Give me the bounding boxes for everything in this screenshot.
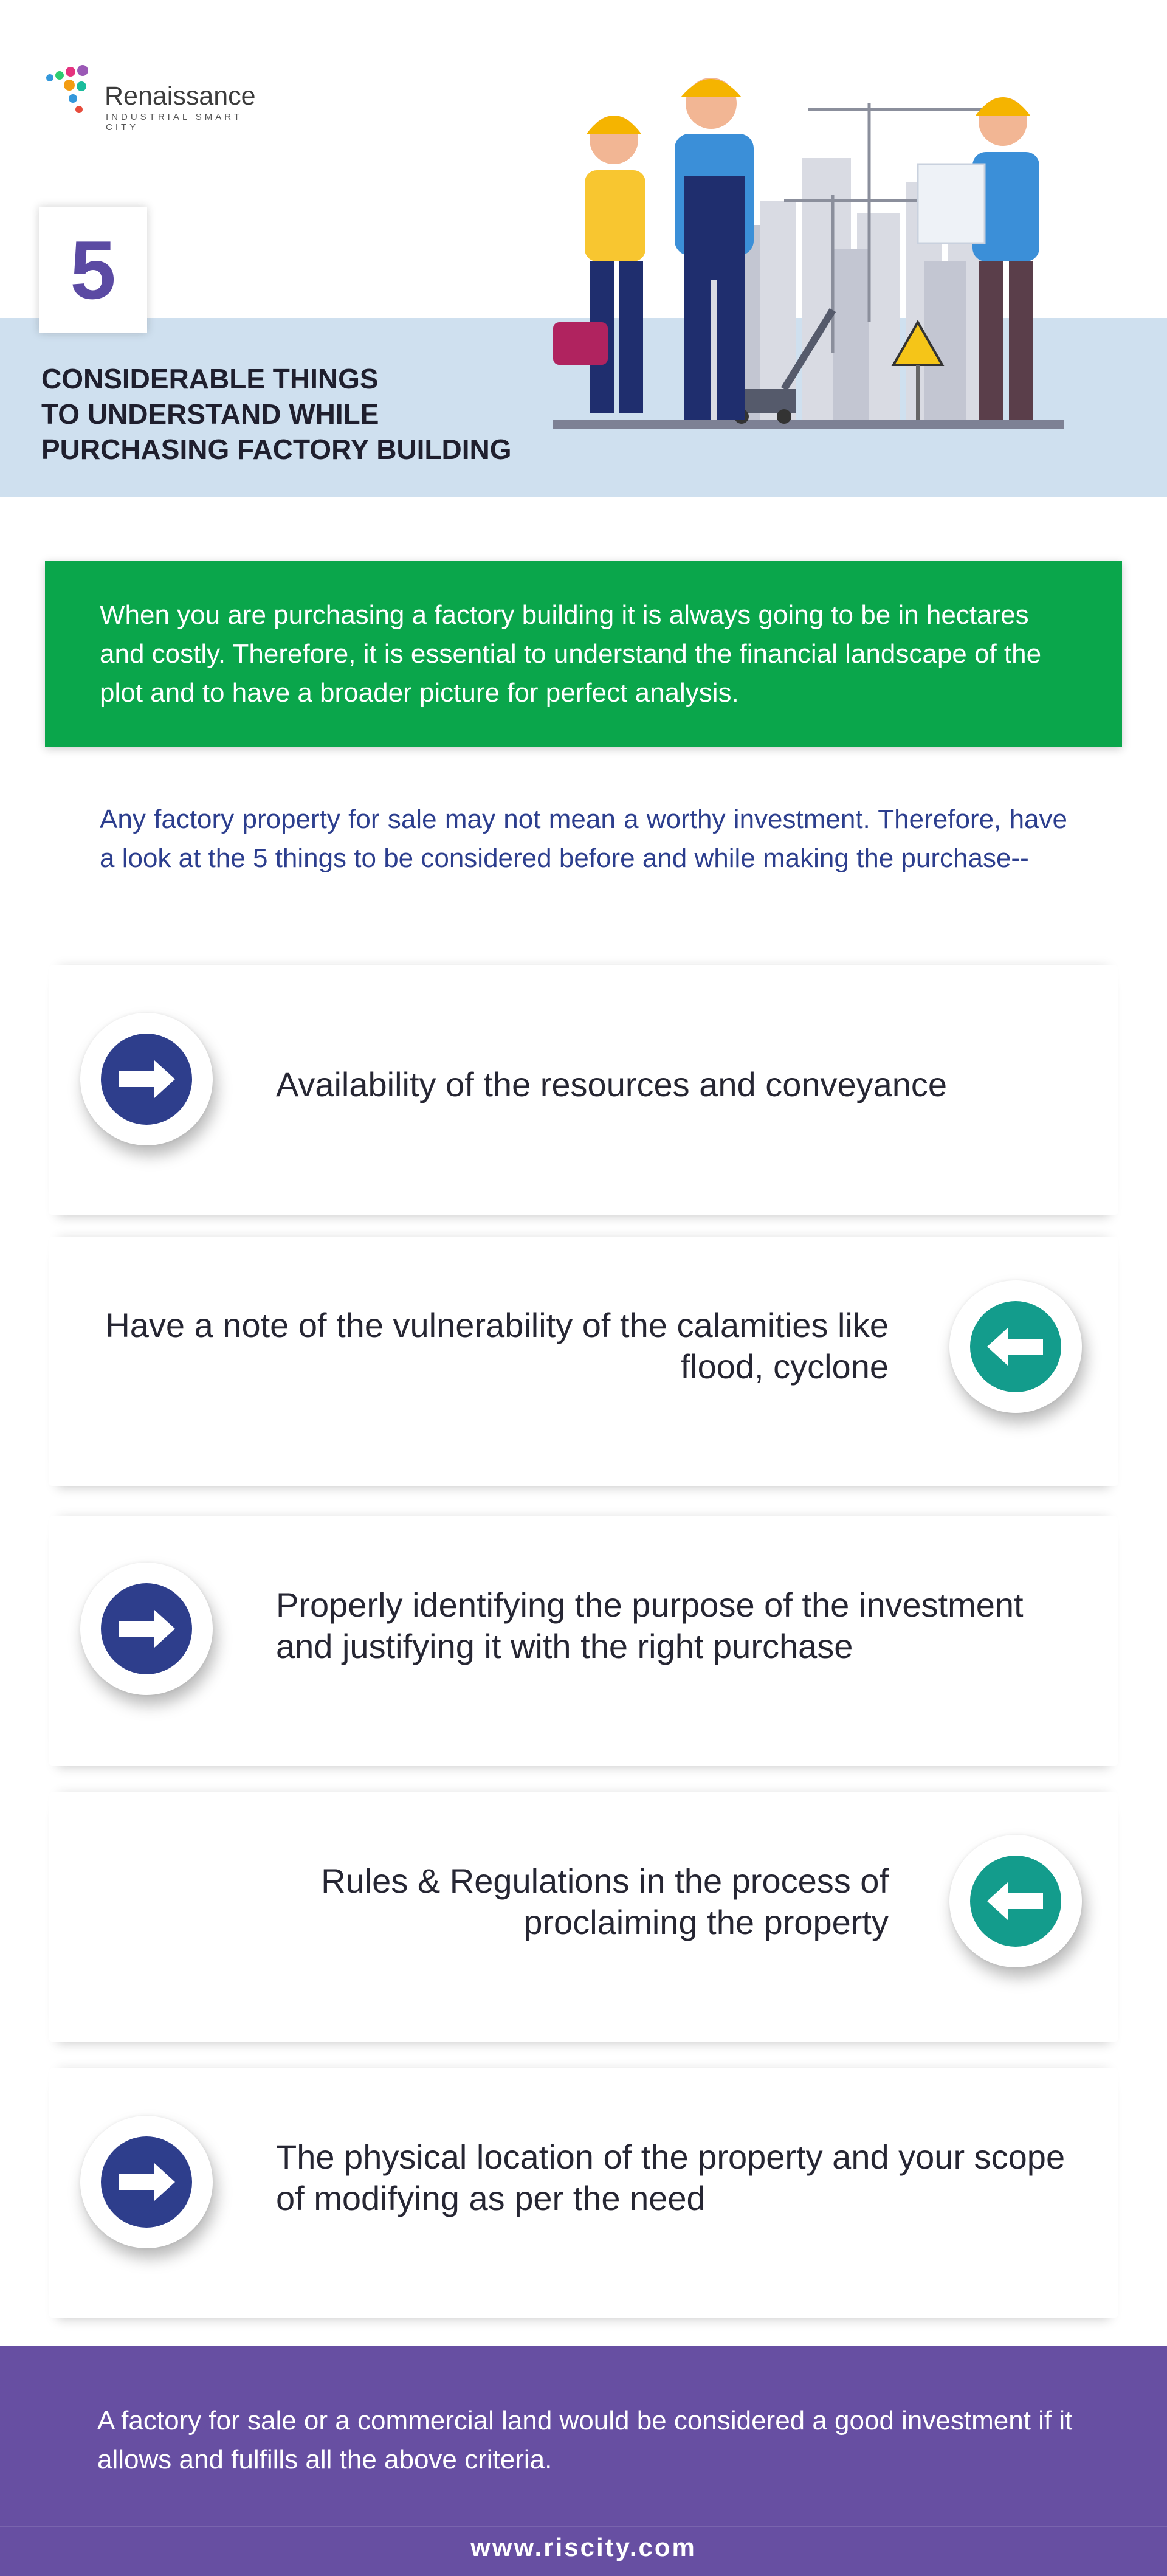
right-arrow-icon: [101, 1583, 192, 1674]
right-arrow-icon: [101, 1034, 192, 1125]
left-arrow-icon: [970, 1301, 1061, 1392]
brand-name: Renaissance: [105, 81, 256, 111]
step-5-text: The physical location of the property and your scope of modifying as per the need: [276, 2138, 1065, 2217]
step-4-arrow-button[interactable]: [949, 1835, 1082, 1967]
lead-text: Any factory property for sale may not mean a worthy investment. Therefore, have a look at the 5 things to be considered before and while making the purchase--: [100, 804, 1067, 873]
step-1-text: Availability of the resources and conveyance: [276, 1065, 948, 1103]
step-card-2: [49, 1237, 1118, 1486]
right-arrow-icon: [101, 2136, 192, 2228]
brand-tagline: INDUSTRIAL SMART CITY: [106, 112, 243, 133]
intro-box: [45, 561, 1122, 747]
step-card-1: [49, 965, 1118, 1215]
headline-line: PURCHASING FACTORY BUILDING: [41, 433, 512, 465]
left-arrow-icon: [970, 1856, 1061, 1947]
footer-divider: [0, 2526, 1167, 2527]
brand-logo[interactable]: [44, 63, 275, 133]
step-card-5: [49, 2068, 1118, 2318]
footer-website-link[interactable]: www.riscity.com: [470, 2533, 697, 2561]
construction-workers-illustration: [529, 67, 1106, 444]
step-3-arrow-button[interactable]: [80, 1563, 213, 1695]
headline-line: TO UNDERSTAND WHILE: [41, 398, 379, 430]
headline: [41, 361, 588, 467]
footer: [0, 2346, 1167, 2576]
step-3-text: Properly identifying the purpose of the investment and justifying it with the right purchase: [276, 1586, 1024, 1665]
step-card-3: [49, 1516, 1118, 1766]
step-5-arrow-button[interactable]: [80, 2116, 213, 2248]
logo-dots-icon: [44, 63, 111, 124]
number-value: 5: [70, 224, 116, 316]
step-2-text: Have a note of the vulnerability of the calamities like flood, cyclone: [105, 1306, 889, 1386]
step-4-text: Rules & Regulations in the process of proclaiming the property: [321, 1862, 889, 1941]
footer-text: A factory for sale or a commercial land would be considered a good investment if it allows and fulfills all the above criteria.: [97, 2406, 1073, 2474]
number-badge: [39, 207, 147, 333]
step-2-arrow-button[interactable]: [949, 1280, 1082, 1413]
headline-line: CONSIDERABLE THINGS: [41, 363, 379, 395]
step-card-4: [49, 1792, 1118, 2042]
step-1-arrow-button[interactable]: [80, 1013, 213, 1145]
intro-text: When you are purchasing a factory building it is always going to be in hectares and costly. Therefore, it is essential to understand the financial landscape of the plot and to have a broader picture for perfect analysis.: [100, 600, 1042, 708]
